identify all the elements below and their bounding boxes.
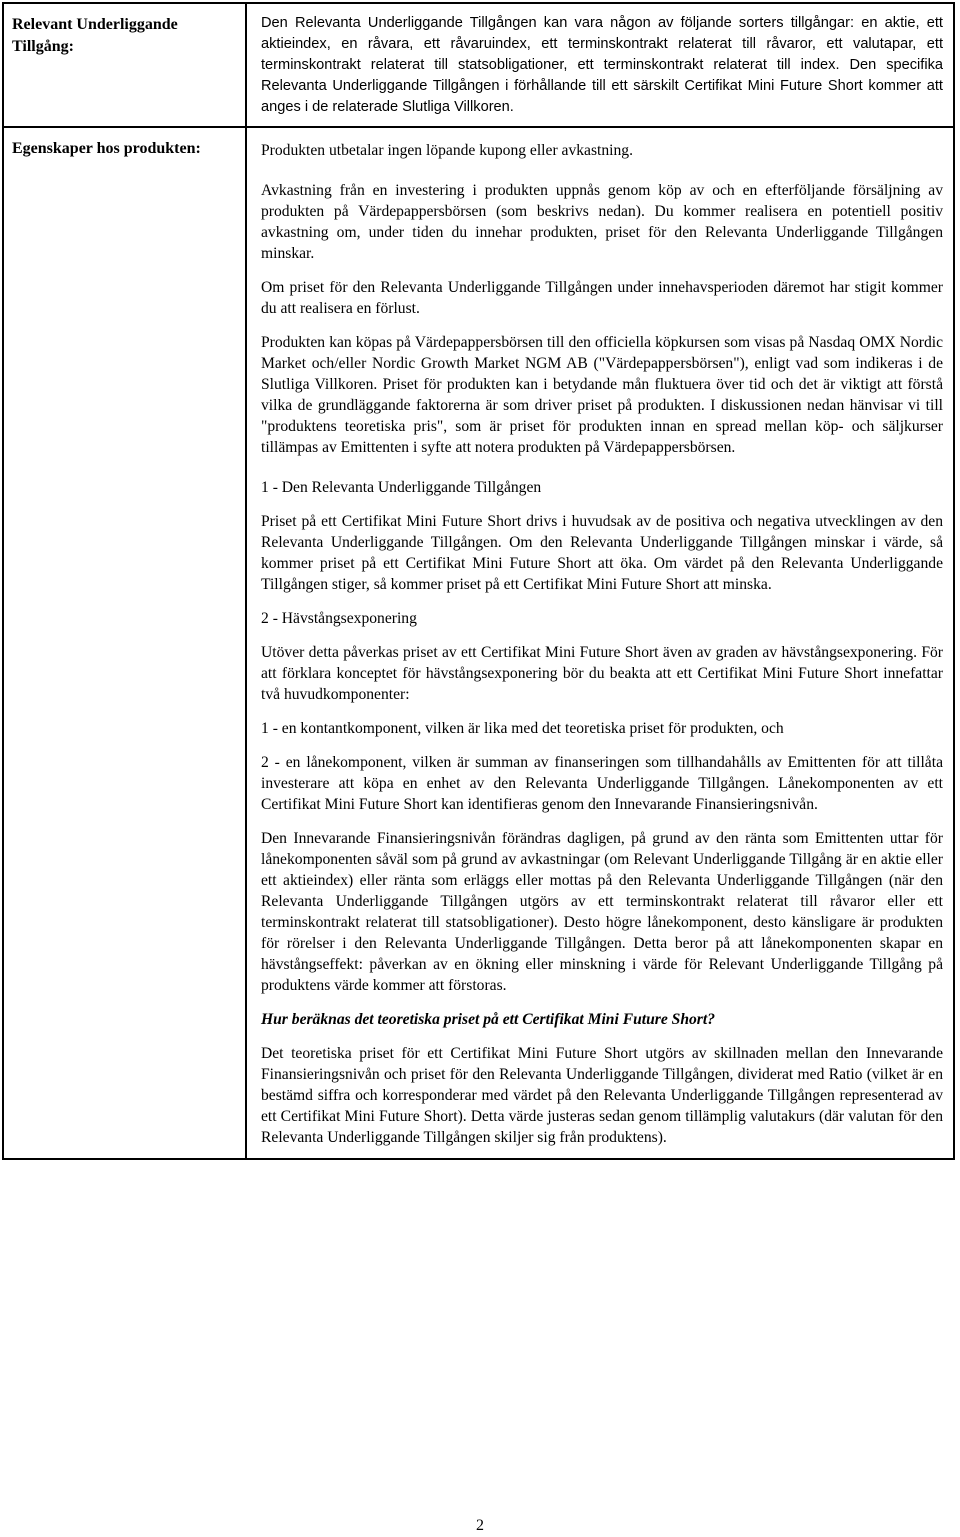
question-heading: Hur beräknas det teoretiska priset på ett Certifikat Mini Future Short? bbox=[261, 1011, 716, 1028]
paragraph: Den Relevanta Underliggande Tillgången kan vara någon av följande sorters tillgångar: en aktie, ett aktieindex, en råvara, ett råvaruindex, ett terminskontrakt relaterat till råvaror, ett valutapar, ett terminskontrakt relaterat till statsobligationer, ett terminskontrakt relaterat till index. Den specifika Relevanta Underliggande Tillgången i förhållande till ett särskilt Certifikat Mini Future Short kommer att anges i de relaterade Slutliga Villkoren. bbox=[261, 15, 943, 115]
row-label: Egenskaper hos produkten: bbox=[4, 128, 247, 1158]
paragraph: Utöver detta påverkas priset av ett Certifikat Mini Future Short även av graden av hävstångsexponering. För att förklara konceptet för hävstångsexponering bör du beakta att ett Certifikat Mini Future Short innefattar två huvudkomponenter: bbox=[261, 644, 943, 703]
paragraph: Priset på ett Certifikat Mini Future Short drivs i huvudsak av de positiva och negativa utvecklingen av den Relevanta Underliggande Tillgången. Om den Relevanta Underliggande Tillgången minskar i värde, så kommer priset på ett Certifikat Mini Future Short att öka. Om värdet på den Relevanta Underliggande Tillgången stiger, så kommer priset på ett Certifikat Mini Future Short att minska. bbox=[261, 513, 943, 593]
paragraph: Det teoretiska priset för ett Certifikat Mini Future Short utgörs av skillnaden mellan den Innevarande Finansieringsnivån och priset för den Relevanta Underliggande Tillgången, dividerat med Ratio (vilket är en bestämd siffra och korresponderar med värdet på den Relevanta Underliggande Tillgången representerad av ett Certifikat Mini Future Short). Detta värde justeras sedan genom tillämplig valutakurs (där valutan för den Relevanta Underliggande Tillgången skiljer sig från produktens). bbox=[261, 1045, 943, 1146]
page-number: 2 bbox=[476, 1517, 484, 1534]
table-row-relevant-asset bbox=[4, 4, 953, 126]
table-row-product-features bbox=[4, 126, 953, 1158]
row-content bbox=[247, 4, 953, 126]
section-heading: 2 - Hävstångsexponering bbox=[261, 610, 417, 627]
section-heading: 1 - Den Relevanta Underliggande Tillgången bbox=[261, 479, 542, 496]
paragraph: Om priset för den Relevanta Underliggande Tillgången under innehavsperioden däremot har stigit kommer du att realisera en förlust. bbox=[261, 279, 943, 317]
row-content bbox=[247, 128, 953, 1158]
list-item: 2 - en lånekomponent, vilken är summan av finanseringen som tillhandahålls av Emittenten för att tillåta investerare att köpa en enhet av den Relevanta Underliggande Tillgången. Lånekomponenten av ett Certifikat Mini Future Short kan identifieras genom den Innevarande Finansieringsnivån. bbox=[261, 754, 943, 813]
paragraph: Den Innevarande Finansieringsnivån förändras dagligen, på grund av den ränta som Emittenten uttar för lånekomponenten såväl som på grund av avkastningar (om Relevant Underliggande Tillgång är en aktie eller ett aktieindex) eller ränta som erläggs eller mottas på den Relevanta Underliggande Tillgången (när den Relevanta Underliggande Tillgången utgörs av ett terminskontrakt relaterat till råvaror eller ett terminskontrakt relaterat till statsobligationer). Desto högre lånekomponent, desto känsligare är produkten för rörelser i den Relevanta Underliggande Tillgången. Detta beror på att lånekomponenten skapar en hävstångseffekt: påverkan av en ökning eller minskning i värde för Relevant Underliggande Tillgång på produktens värde kommer att förstoras. bbox=[261, 830, 943, 994]
paragraph: Produkten kan köpas på Värdepappersbörsen till den officiella köpkursen som visas på Nasdaq OMX Nordic Market och/eller Nordic Growth Market NGM AB ("Värdepappersbörsen"), enligt vad som indikeras i de Slutliga Villkoren. Priset för produkten kan i betydande mån fluktuera över tid och det är viktigt att förstå vilka de grundläggande faktorerna är som driver priset på produkten. I diskussionen nedan hänvisar vi till "produktens teoretiska pris", som är priset för produkten innan en spread mellan köp- och säljkurser tillämpas av Emittenten i syfte att notera produkten på Värdepappersbörsen. bbox=[261, 334, 943, 456]
document-table bbox=[2, 2, 955, 1160]
row-label: Relevant Underliggande Tillgång: bbox=[4, 4, 247, 126]
paragraph: Produkten utbetalar ingen löpande kupong eller avkastning. bbox=[261, 142, 633, 159]
list-item: 1 - en kontantkomponent, vilken är lika med det teoretiska priset för produkten, och bbox=[261, 720, 784, 737]
paragraph: Avkastning från en investering i produkten uppnås genom köp av och en efterföljande försäljning av produkten på Värdepappersbörsen (som beskrivs nedan). Du kommer realisera en potentiell positiv avkastning om, under tiden du innehar produkten, priset för den Relevanta Underliggande Tillgången minskar. bbox=[261, 182, 943, 262]
